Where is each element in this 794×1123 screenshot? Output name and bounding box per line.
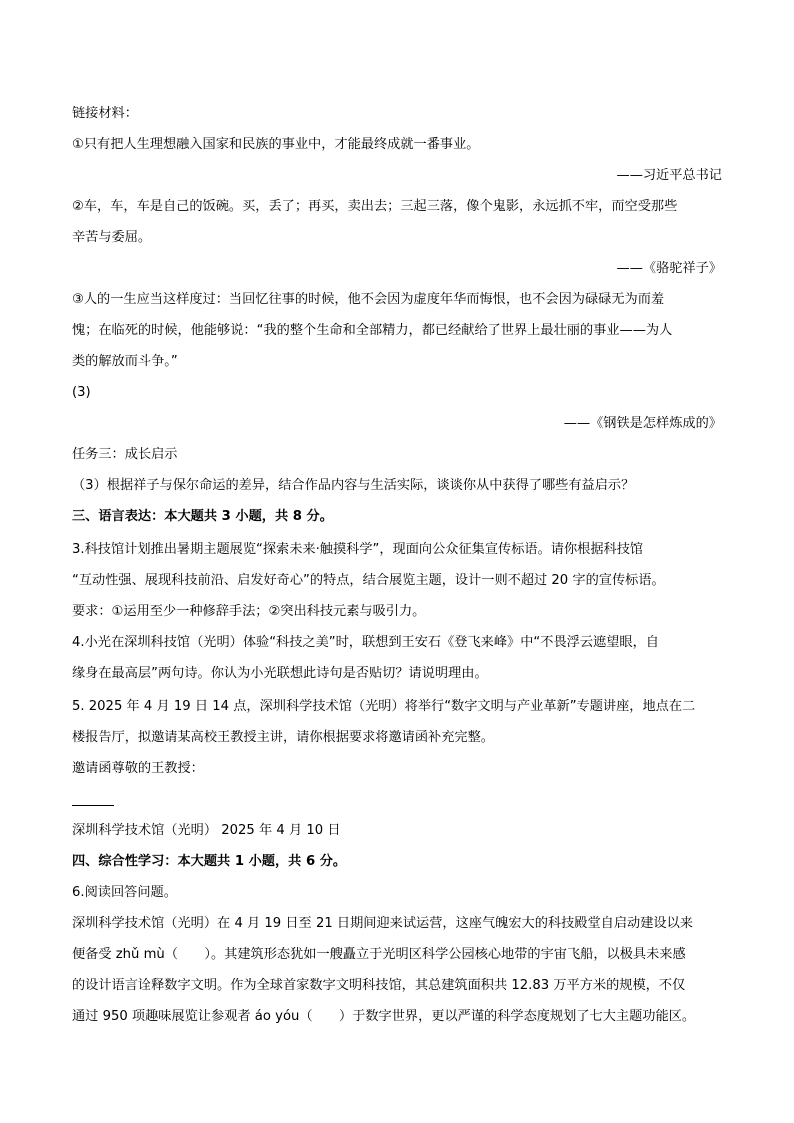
material-1-text: ①只有把人生理想融入国家和民族的事业中，才能最终成就一番事业。 — [72, 137, 480, 152]
question-3-line-2: “互动性强、展现科技前沿、启发好奇心”的特点，结合展览主题，设计一则不超过 20 字的宣传标语。 — [72, 573, 665, 588]
question-6-line-1: 深圳科学技术馆（光明）在 4 月 19 日至 21 日期间迎来试运营，这座气魄宏大的科技殿堂自启动建设以来 — [72, 916, 693, 931]
question-6-line-2: 便备受 zhǔ mù（ ）。其建筑形态犹如一艘矗立于光明区科学公园核心地带的宇宙飞船，以极具未来感 — [72, 947, 686, 962]
invitation-greeting: 邀请函尊敬的王教授： — [72, 761, 204, 776]
material-2-line-2: 辛苦与委屈。 — [72, 230, 152, 245]
material-3-source: ——《钢铁是怎样炼成的》 — [563, 416, 722, 431]
material-2-source: ——《骆驼祥子》 — [616, 261, 722, 276]
question-3-line-1: 3.科技馆计划推出暑期主题展览“探索未来·触摸科学”，现面向公众征集宣传标语。请你根据科技馆 — [72, 542, 644, 557]
material-2-line-1: ②车，车，车是自己的饭碗。买，丢了；再买，卖出去；三起三落，像个鬼影，永远抓不牢，而空受那些 — [72, 199, 678, 214]
invitation-signature: 深圳科学技术馆（光明） 2025 年 4 月 10 日 — [72, 823, 341, 838]
question-number-marker: (3) — [72, 385, 91, 400]
link-materials-title: 链接材料： — [72, 106, 138, 121]
section-3-heading: 三、语言表达：本大题共 3 小题，共 8 分。 — [72, 509, 333, 524]
invitation-blank-line — [72, 805, 114, 806]
material-1-source: ——习近平总书记 — [616, 168, 722, 183]
question-5-line-2: 楼报告厅，拟邀请某高校王教授主讲，请你根据要求将邀请函补充完整。 — [72, 730, 494, 745]
question-6-line-4: 通过 950 项趣味展览让参观者 áo yóu（ ）于数字世界，更以严谨的科学态度规划了七大主题功能区。 — [72, 1009, 696, 1024]
task-3-title: 任务三：成长启示 — [72, 447, 178, 462]
task-3-question: （3）根据祥子与保尔命运的差异，结合作品内容与生活实际，谈谈你从中获得了哪些有益启示？ — [72, 478, 635, 493]
section-4-heading: 四、综合性学习：本大题共 1 小题，共 6 分。 — [72, 854, 347, 869]
question-4-line-1: 4.小光在深圳科技馆（光明）体验“科技之美”时，联想到王安石《登飞来峰》中“不畏浮云遮望眼，自 — [72, 635, 659, 650]
question-3-line-3: 要求：①运用至少一种修辞手法；②突出科技元素与吸引力。 — [72, 604, 426, 619]
material-3-line-3: 类的解放而斗争。” — [72, 354, 178, 369]
material-3-line-2: 愧；在临死的时候，他能够说：“我的整个生命和全部精力，都已经献给了世界上最壮丽的事业——为人 — [72, 323, 673, 338]
question-5-line-1: 5. 2025 年 4 月 19 日 14 点，深圳科学技术馆（光明）将举行“数字文明与产业革新”专题讲座，地点在二 — [72, 699, 696, 714]
question-6-line-3: 的设计语言诠释数字文明。作为全球首家数字文明科技馆，其总建筑面积共 12.83 万平方米的规模，不仅 — [72, 978, 686, 993]
material-3-line-1: ③人的一生应当这样度过：当回忆往事的时候，他不会因为虚度年华而悔恨，也不会因为碌碌无为而羞 — [72, 292, 665, 307]
question-4-line-2: 缘身在最高层”两句诗。你认为小光联想此诗句是否贴切？请说明理由。 — [72, 666, 488, 681]
question-6-title: 6.阅读回答问题。 — [72, 885, 177, 900]
